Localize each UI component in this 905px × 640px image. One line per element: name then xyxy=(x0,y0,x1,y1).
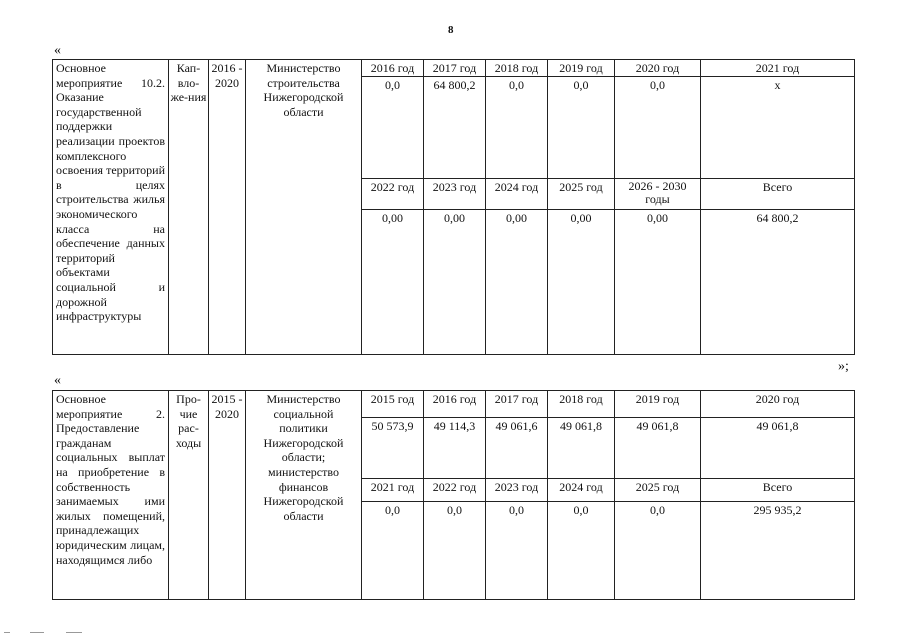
open-quote-2: « xyxy=(54,373,61,388)
value-cell: 0,0 xyxy=(362,502,424,600)
year-header: 2020 год xyxy=(615,60,701,77)
value-cell: 0,00 xyxy=(548,210,615,355)
year-header: 2019 год xyxy=(548,60,615,77)
year-header: 2024 год xyxy=(486,179,548,210)
value-cell: 49 061,6 xyxy=(486,418,548,479)
year-header: 2017 год xyxy=(486,391,548,418)
value-cell: 0,0 xyxy=(486,77,548,179)
expense-type: Про-чие рас-ходы xyxy=(169,391,209,600)
value-cell: 0,0 xyxy=(362,77,424,179)
year-header: 2022 год xyxy=(362,179,424,210)
value-cell: 0,0 xyxy=(615,77,701,179)
year-header: 2016 год xyxy=(424,391,486,418)
year-header: Всего xyxy=(701,179,855,210)
year-header: 2023 год xyxy=(486,479,548,502)
expense-type: Кап-вло-же-ния xyxy=(169,60,209,355)
value-cell: 49 061,8 xyxy=(701,418,855,479)
year-header: 2025 год xyxy=(615,479,701,502)
value-cell: 0,00 xyxy=(424,210,486,355)
open-quote-1: « xyxy=(54,43,61,58)
budget-table-1 xyxy=(52,59,855,355)
value-cell: 49 061,8 xyxy=(548,418,615,479)
value-cell: 0,0 xyxy=(486,502,548,600)
year-header: 2021 год xyxy=(362,479,424,502)
measure-description: Основное мероприятие 10.2. Оказание государственной поддержки реализации проектов комплексного освоения территорий в целях строительства жилья экономического класса на обеспечение данных территорий объектами социальной и дорожной инфраструктуры xyxy=(53,60,169,355)
year-header: 2018 год xyxy=(548,391,615,418)
value-cell: 0,00 xyxy=(486,210,548,355)
year-header: 2022 год xyxy=(424,479,486,502)
value-cell: 295 935,2 xyxy=(701,502,855,600)
year-header: 2019 год xyxy=(615,391,701,418)
year-header: 2023 год xyxy=(424,179,486,210)
value-cell: 0,0 xyxy=(424,502,486,600)
value-cell: х xyxy=(701,77,855,179)
year-header: 2021 год xyxy=(701,60,855,77)
scan-mark xyxy=(30,632,44,633)
value-cell: 64 800,2 xyxy=(701,210,855,355)
implementation-period: 2015 - 2020 xyxy=(209,391,246,600)
value-cell: 0,0 xyxy=(615,502,701,600)
year-header: 2016 год xyxy=(362,60,424,77)
year-header: 2025 год xyxy=(548,179,615,210)
responsible-executor: Министерство социальной политики Нижегородской области; министерство финансов Нижегородской области xyxy=(246,391,362,600)
value-cell: 0,00 xyxy=(362,210,424,355)
value-cell: 64 800,2 xyxy=(424,77,486,179)
value-cell: 0,00 xyxy=(615,210,701,355)
year-header: 2018 год xyxy=(486,60,548,77)
value-cell: 0,0 xyxy=(548,77,615,179)
value-cell: 50 573,9 xyxy=(362,418,424,479)
value-cell: 49 061,8 xyxy=(615,418,701,479)
responsible-executor: Министерство строительства Нижегородской области xyxy=(246,60,362,355)
scan-mark xyxy=(66,632,82,633)
close-quote: »; xyxy=(838,359,849,374)
measure-description: Основное мероприятие 2. Предоставление гражданам социальных выплат на приобретение в собственность занимаемых ими жилых помещений, принадлежащих юридическим лицам, находящимся либо xyxy=(53,391,169,600)
value-cell: 49 114,3 xyxy=(424,418,486,479)
year-header: Всего xyxy=(701,479,855,502)
year-header: 2026 - 2030 годы xyxy=(615,179,701,210)
scan-mark xyxy=(4,632,10,633)
budget-table-2 xyxy=(52,390,855,600)
year-header: 2017 год xyxy=(424,60,486,77)
implementation-period: 2016 - 2020 xyxy=(209,60,246,355)
page-number: 8 xyxy=(448,24,454,36)
year-header: 2020 год xyxy=(701,391,855,418)
scan-artifact-marks xyxy=(0,632,120,636)
value-cell: 0,0 xyxy=(548,502,615,600)
year-header: 2015 год xyxy=(362,391,424,418)
year-header: 2024 год xyxy=(548,479,615,502)
